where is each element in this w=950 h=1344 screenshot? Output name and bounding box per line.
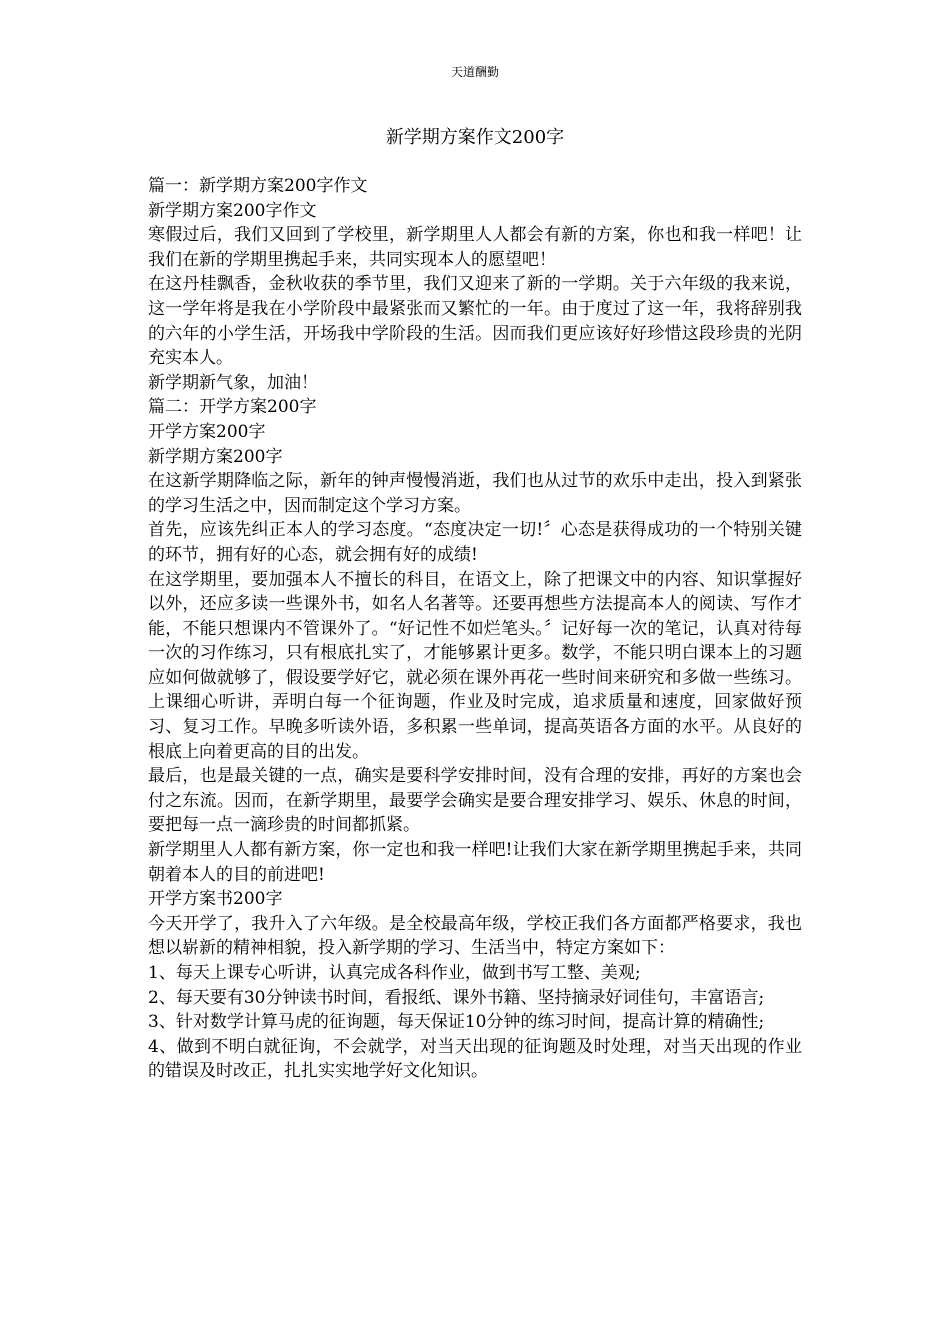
paragraph: 新学期方案200字作文 <box>148 200 317 221</box>
paragraph: 开学方案书200字 <box>148 889 283 910</box>
paragraph: 4、做到不明白就征询，不会就学，对当天出现的征询题及时处理，对当天出现的作业的错误及时改正，扎扎实实地学好文化知识。 <box>148 1036 802 1082</box>
paragraph: 寒假过后，我们又回到了学校里，新学期里人人都会有新的方案，你也和我一样吧！让我们在新的学期里携起手来，共同实现本人的愿望吧！ <box>148 225 802 270</box>
paragraph: 篇一：新学期方案200字作文 <box>148 176 368 196</box>
paragraph: 新学期新气象，加油！ <box>148 372 318 393</box>
page-header: 天道酬勤 <box>450 65 499 79</box>
paragraph: 篇二：开学方案200字 <box>148 397 317 418</box>
paragraph: 在这新学期降临之际，新年的钟声慢慢消逝，我们也从过节的欢乐中走出，投入到紧张的学习生活之中，因而制定这个学习方案。 <box>148 471 802 516</box>
document-body <box>148 174 802 1084</box>
paragraph: 1、每天上课专心听讲，认真完成各科作业，做到书写工整、美观; <box>148 963 641 983</box>
paragraph: 最后，也是最关键的一点，确实是要科学安排时间，没有合理的安排，再好的方案也会付之东流。因而，在新学期里，最要学会确实是要合理安排学习、娱乐、休息的时间，要把每一点一滴珍贵的时间都抓紧。 <box>148 766 802 836</box>
paragraph: 新学期方案200字 <box>148 446 283 467</box>
paragraph: 在这丹桂飘香，金秋收获的季节里，我们又迎来了新的一学期。关于六年级的我来说，这一学年将是我在小学阶段中最紧张而又繁忙的一年。由于度过了这一年，我将辞别我的六年的小学生活，开场我中学阶段的生活。因而我们更应该好好珍惜这段珍贵的光阴充实本人。 <box>148 274 802 369</box>
paragraph: 首先，应该先纠正本人的学习态度。“态度决定一切!〞心态是获得成功的一个特别关键的环节，拥有好的心态，就会拥有好的成绩! <box>148 520 802 565</box>
paragraph: 新学期里人人都有新方案，你一定也和我一样吧!让我们大家在新学期里携起手来，共同朝着本人的目的前进吧! <box>148 840 802 885</box>
paragraph: 今天开学了，我升入了六年级。是全校最高年级，学校正我们各方面都严格要求，我也想以崭新的精神相貌，投入新学期的学习、生活当中，特定方案如下： <box>148 913 802 959</box>
paragraph: 2、每天要有30分钟读书时间，看报纸、课外书籍、坚持摘录好词佳句，丰富语言; <box>148 987 765 1008</box>
paragraph: 开学方案200字 <box>148 421 266 442</box>
paragraph: 在这学期里，要加强本人不擅长的科目，在语文上，除了把课文中的内容、知识掌握好以外，还应多读一些课外书，如名人名著等。还要再想些方法提高本人的阅读、写作才能，不能只想课内不管课外了。“好记性不如烂笔头。〞记好每一次的笔记，认真对待每一次的习作练习，只有根底扎实了，才能够累计更多。数学，不能只明白课本上的习题应如何做就够了，假设要学好它，就必须在课外再花一些时间来研究和多做一些练习。上课细心听讲，弄明白每一个征询题，作业及时完成，追求质量和速度，回家做好预习、复习工作。早晚多听读外语，多积累一些单词，提高英语各方面的水平。从良好的根底上向着更高的目的出发。 <box>148 569 802 762</box>
paragraph: 3、针对数学计算马虎的征询题，每天保证10分钟的练习时间，提高计算的精确性; <box>148 1012 765 1033</box>
document-title: 新学期方案作文200字 <box>385 127 565 148</box>
